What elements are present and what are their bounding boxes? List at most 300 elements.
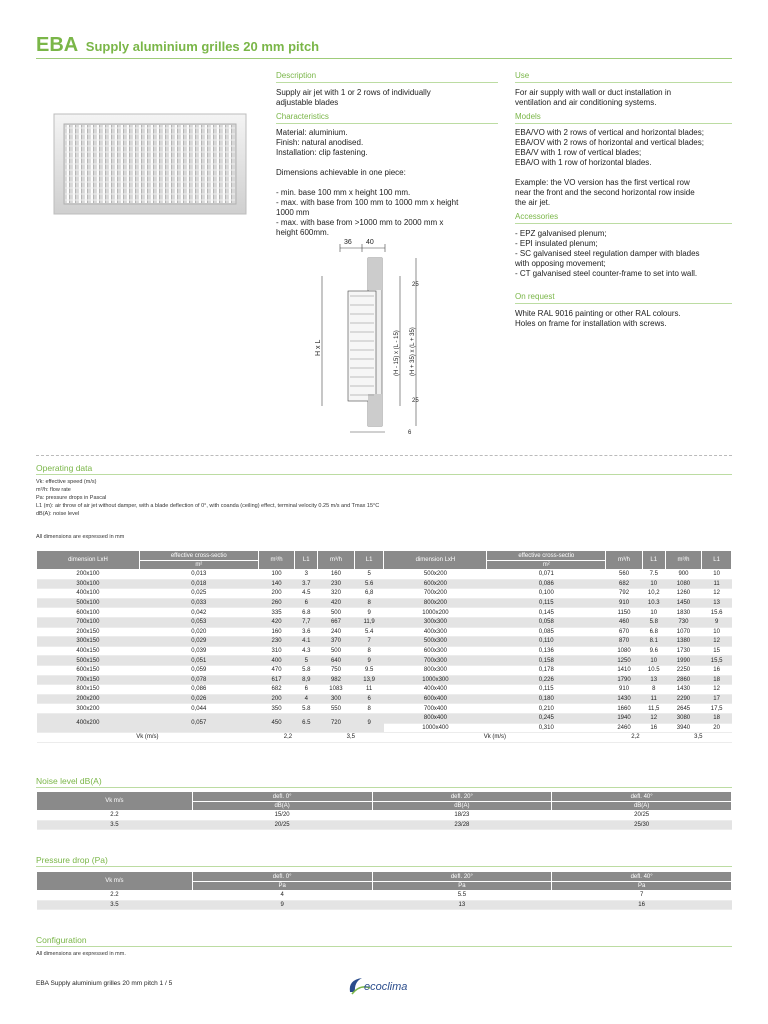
accessories-text	[515, 229, 700, 279]
table-cell: 300x200	[37, 704, 140, 714]
table-row	[37, 646, 732, 656]
table-cell: 400x100	[37, 589, 140, 599]
table-cell: 7	[354, 637, 384, 647]
table-cell: 16	[702, 665, 732, 675]
text-line: adjustable blades	[276, 98, 339, 107]
table-cell: 800x400	[384, 713, 487, 723]
table-cell: 200x200	[37, 694, 140, 704]
table-cell: 1080	[606, 646, 643, 656]
table-cell: 3940	[665, 723, 702, 733]
table-cell: 0,058	[487, 617, 606, 627]
col-header: dimension LxH	[384, 551, 487, 570]
table-cell: 500x300	[384, 637, 487, 647]
text-line: Supply air jet with 1 or 2 rows of individually	[276, 88, 431, 97]
table-cell: 1080	[665, 579, 702, 589]
text-line: - max. with base from >1000 mm to 2000 mm x	[276, 218, 444, 227]
characteristics-text	[276, 128, 458, 238]
models-heading: Models	[515, 112, 541, 121]
dim-inner: (H - 15) x (L - 15)	[394, 330, 400, 376]
table-cell: 8	[642, 685, 665, 695]
table-cell: 16	[552, 900, 732, 910]
table-cell: 720	[318, 713, 355, 732]
table-cell: 982	[318, 675, 355, 685]
table-cell: 6.8	[295, 608, 318, 618]
table-cell: 200	[258, 694, 295, 704]
description-divider	[276, 82, 498, 83]
table-cell: 1000x300	[384, 675, 487, 685]
table-cell: 23/28	[372, 820, 552, 830]
text-line: near the front and the second horizontal row inside	[515, 188, 695, 197]
table-cell: 2290	[665, 694, 702, 704]
col-header: defl. 0°	[192, 872, 372, 882]
use-text	[515, 88, 671, 108]
logo-text: ecoclima	[364, 981, 408, 993]
text-line: - SC galvanised steel regulation damper with blades	[515, 249, 700, 258]
on-request-divider	[515, 303, 732, 304]
table-cell: 420	[258, 617, 295, 627]
text-line: dB(A): noise level	[36, 511, 80, 517]
pressure-table	[36, 871, 732, 910]
table-row	[37, 685, 732, 695]
table-cell: 12	[702, 589, 732, 599]
table-cell: 0,013	[139, 570, 258, 580]
table-cell: 12	[642, 713, 665, 723]
table-cell: 6,8	[354, 589, 384, 599]
table-cell: 400x200	[37, 713, 140, 732]
table-cell: 700x400	[384, 704, 487, 714]
col-header: L1	[354, 551, 384, 570]
col-header: m³/h	[258, 551, 295, 570]
table-cell: 13	[702, 598, 732, 608]
table-cell: 17	[702, 694, 732, 704]
table-cell: 0,057	[139, 713, 258, 732]
table-cell: 15	[702, 646, 732, 656]
text-line: Material: aluminium.	[276, 128, 348, 137]
description-text	[276, 88, 431, 108]
table-cell: 0,044	[139, 704, 258, 714]
accessories-heading: Accessories	[515, 212, 559, 221]
table-cell: 400x150	[37, 646, 140, 656]
table-row	[37, 675, 732, 685]
table-cell: 0,053	[139, 617, 258, 627]
table-cell: 1150	[606, 608, 643, 618]
on-request-heading: On request	[515, 292, 555, 301]
table-cell: 800x150	[37, 685, 140, 695]
table-cell: 10,2	[642, 589, 665, 599]
table-cell: 700x200	[384, 589, 487, 599]
table-cell: 667	[318, 617, 355, 627]
text-line: Pa: pressure drops in Pascal	[36, 495, 107, 501]
table-cell: 11,5	[642, 704, 665, 714]
title-divider	[36, 58, 732, 59]
text-line: EBA/OV with 2 rows of horizontal and vertical blades;	[515, 138, 704, 147]
col-header: defl. 20°	[372, 872, 552, 882]
table-cell: 640	[318, 656, 355, 666]
table-cell: 5.6	[354, 579, 384, 589]
dim-36: 36	[344, 239, 352, 246]
table-cell: 0,178	[487, 665, 606, 675]
table-cell: 9	[354, 656, 384, 666]
table-cell: 160	[258, 627, 295, 637]
table-cell: 10	[702, 570, 732, 580]
table-row	[37, 637, 732, 647]
col-subheader: Pa	[372, 882, 552, 891]
table-cell: 750	[318, 665, 355, 675]
table-cell: 4	[295, 694, 318, 704]
table-cell: 10	[702, 627, 732, 637]
col-header: Vk m/s	[37, 792, 193, 811]
text-line: - EPI insulated plenum;	[515, 239, 598, 248]
section-separator	[36, 455, 732, 456]
table-cell: 0,042	[139, 608, 258, 618]
vk-row	[37, 733, 732, 743]
table-cell: 11	[642, 694, 665, 704]
col-header: effective cross-sectio	[487, 551, 606, 561]
dim-25-bottom: 25	[412, 398, 419, 404]
table-cell: 140	[258, 579, 295, 589]
table-cell: 10.3	[642, 598, 665, 608]
col-subheader: dB(A)	[552, 802, 732, 811]
operating-heading: Operating data	[36, 463, 93, 473]
table-cell: 15,5	[702, 656, 732, 666]
vk-value: 3,5	[665, 733, 731, 743]
vk-value: 2,2	[258, 733, 317, 743]
table-cell: 18/23	[372, 811, 552, 821]
table-cell: 600x150	[37, 665, 140, 675]
configuration-heading: Configuration	[36, 935, 87, 945]
dim-hxl: H x L	[315, 339, 322, 356]
models-text	[515, 128, 704, 208]
table-row	[37, 598, 732, 608]
table-cell: 11,9	[354, 617, 384, 627]
table-cell: 8	[354, 646, 384, 656]
table-cell: 230	[318, 579, 355, 589]
text-line	[276, 158, 458, 168]
table-cell: 600x100	[37, 608, 140, 618]
noise-divider	[36, 787, 732, 788]
col-subheader: dB(A)	[372, 802, 552, 811]
table-cell: 100	[258, 570, 295, 580]
table-cell: 2250	[665, 665, 702, 675]
table-cell: 4.3	[295, 646, 318, 656]
col-header: Vk m/s	[37, 872, 193, 891]
table-cell: 2860	[665, 675, 702, 685]
table-cell: 1830	[665, 608, 702, 618]
table-cell: 8.1	[642, 637, 665, 647]
table-cell: 2.2	[37, 891, 193, 901]
models-divider	[515, 123, 732, 124]
table-cell: 9	[354, 713, 384, 732]
table-cell: 5.8	[295, 704, 318, 714]
text-line: 1000 mm	[276, 208, 310, 217]
table-cell: 9.5	[354, 665, 384, 675]
text-line: ventilation and air conditioning systems.	[515, 98, 657, 107]
table-cell: 350	[258, 704, 295, 714]
table-cell: 15.6	[702, 608, 732, 618]
table-cell: 500x200	[384, 570, 487, 580]
text-line: m³/h: flow rate	[36, 487, 71, 493]
table-cell: 682	[606, 579, 643, 589]
text-line: with opposing movement;	[515, 259, 606, 268]
col-subheader: m²	[487, 561, 606, 570]
on-request-text	[515, 309, 681, 329]
text-line: Holes on frame for installation with screws.	[515, 319, 667, 328]
table-row	[37, 694, 732, 704]
col-header: m³/h	[665, 551, 702, 570]
text-line: EBA/VO with 2 rows of vertical and horizontal blades;	[515, 128, 704, 137]
table-cell: 420	[318, 598, 355, 608]
col-header: effective cross-sectio	[139, 551, 258, 561]
pressure-heading: Pressure drop (Pa)	[36, 855, 108, 865]
text-line: - max. with base from 100 mm to 1000 mm x height	[276, 198, 459, 207]
table-cell: 910	[606, 598, 643, 608]
table-cell: 160	[318, 570, 355, 580]
table-cell: 1250	[606, 656, 643, 666]
table-cell: 1260	[665, 589, 702, 599]
table-cell: 3080	[665, 713, 702, 723]
text-line: - EPZ galvanised plenum;	[515, 229, 607, 238]
table-cell: 240	[318, 627, 355, 637]
table-cell: 500x100	[37, 598, 140, 608]
table-cell: 0,310	[487, 723, 606, 733]
table-cell: 792	[606, 589, 643, 599]
operating-divider	[36, 474, 732, 475]
table-cell: 600x200	[384, 579, 487, 589]
table-cell: 310	[258, 646, 295, 656]
table-cell: 700x300	[384, 656, 487, 666]
operating-legend	[36, 478, 379, 518]
table-cell: 9	[354, 608, 384, 618]
vk-label: Vk (m/s)	[384, 733, 606, 743]
use-heading: Use	[515, 71, 530, 80]
table-cell: 13	[372, 900, 552, 910]
table-row	[37, 900, 732, 910]
section-drawing	[310, 236, 440, 436]
text-line: height 600mm.	[276, 228, 329, 237]
text-line: Example: the VO version has the first vertical row	[515, 178, 690, 187]
col-subheader: dB(A)	[192, 802, 372, 811]
table-cell: 25/30	[552, 820, 732, 830]
table-cell: 470	[258, 665, 295, 675]
table-row	[37, 665, 732, 675]
operating-note: All dimensions are expressed in mm	[36, 534, 125, 540]
table-cell: 4.1	[295, 637, 318, 647]
accessories-divider	[515, 223, 732, 224]
table-cell: 800x200	[384, 598, 487, 608]
col-header: defl. 20°	[372, 792, 552, 802]
table-cell: 2645	[665, 704, 702, 714]
table-cell: 400	[258, 656, 295, 666]
table-cell: 200x100	[37, 570, 140, 580]
table-cell: 3.5	[37, 820, 193, 830]
use-divider	[515, 82, 732, 83]
dim-40: 40	[366, 239, 374, 246]
dim-outer: (H + 35) x (L + 35)	[410, 327, 416, 376]
table-cell: 500x150	[37, 656, 140, 666]
configuration-divider	[36, 946, 732, 947]
table-cell: 0,051	[139, 656, 258, 666]
table-cell: 0,136	[487, 646, 606, 656]
table-cell: 11	[354, 685, 384, 695]
table-cell: 0,180	[487, 694, 606, 704]
table-cell: 6.8	[642, 627, 665, 637]
grille-photo	[52, 112, 248, 216]
table-cell: 230	[258, 637, 295, 647]
table-row	[37, 589, 732, 599]
table-cell: 12	[702, 637, 732, 647]
col-header: defl. 40°	[552, 872, 732, 882]
col-header: L1	[702, 551, 732, 570]
table-cell: 9	[192, 900, 372, 910]
col-subheader: Pa	[552, 882, 732, 891]
text-line	[276, 178, 458, 188]
table-cell: 300x300	[384, 617, 487, 627]
table-cell: 0,029	[139, 637, 258, 647]
table-cell: 8	[354, 598, 384, 608]
table-cell: 1790	[606, 675, 643, 685]
text-line: Installation: clip fastening.	[276, 148, 368, 157]
table-cell: 0,158	[487, 656, 606, 666]
table-cell: 8,9	[295, 675, 318, 685]
text-line: EBA/O with 1 row of horizontal blades.	[515, 158, 652, 167]
table-cell: 600x300	[384, 646, 487, 656]
vk-label: Vk (m/s)	[37, 733, 259, 743]
table-cell: 260	[258, 598, 295, 608]
table-cell: 0,018	[139, 579, 258, 589]
text-line: Dimensions achievable in one piece:	[276, 168, 406, 177]
table-cell: 6	[295, 685, 318, 695]
table-cell: 1083	[318, 685, 355, 695]
page-title	[36, 34, 319, 57]
table-cell: 0,026	[139, 694, 258, 704]
table-row	[37, 656, 732, 666]
table-cell: 6	[295, 598, 318, 608]
table-cell: 1450	[665, 598, 702, 608]
table-cell: 400x400	[384, 685, 487, 695]
table-cell: 6	[354, 694, 384, 704]
table-cell: 870	[606, 637, 643, 647]
table-cell: 300x100	[37, 579, 140, 589]
table-row	[37, 891, 732, 901]
table-cell: 10.5	[642, 665, 665, 675]
footer-text: EBA Supply aluminium grilles 20 mm pitch 1 / 5	[36, 980, 173, 987]
table-cell: 20/25	[192, 820, 372, 830]
table-row	[37, 820, 732, 830]
table-cell: 7	[552, 891, 732, 901]
table-cell: 0,226	[487, 675, 606, 685]
product-title: Supply aluminium grilles 20 mm pitch	[85, 39, 320, 54]
col-subheader: m²	[139, 561, 258, 570]
table-cell: 4	[192, 891, 372, 901]
table-cell: 15/20	[192, 811, 372, 821]
pressure-divider	[36, 866, 732, 867]
table-cell: 2460	[606, 723, 643, 733]
text-line: Vk: effective speed (m/s)	[36, 479, 97, 485]
table-cell: 1990	[665, 656, 702, 666]
table-cell: 0,086	[139, 685, 258, 695]
table-cell: 500	[318, 608, 355, 618]
text-line: the air jet.	[515, 198, 551, 207]
table-cell: 600x400	[384, 694, 487, 704]
noise-heading: Noise level dB(A)	[36, 776, 102, 786]
table-cell: 9	[702, 617, 732, 627]
col-header: defl. 40°	[552, 792, 732, 802]
text-line: L1 (m): air throw of air jet without damper, with a blade deflection of 0°, with coanda (ceiling) effect, terminal velocity 0.25 m/s and Tmax 15°C	[36, 503, 380, 509]
table-cell: 730	[665, 617, 702, 627]
table-cell: 18	[702, 675, 732, 685]
table-cell: 5	[295, 656, 318, 666]
table-row	[37, 704, 732, 714]
table-cell: 20	[702, 723, 732, 733]
table-cell: 560	[606, 570, 643, 580]
table-cell: 0,115	[487, 598, 606, 608]
description-heading: Description	[276, 71, 317, 80]
table-cell: 670	[606, 627, 643, 637]
table-cell: 12	[702, 685, 732, 695]
table-row	[37, 617, 732, 627]
characteristics-heading: Characteristics	[276, 112, 329, 121]
table-cell: 1380	[665, 637, 702, 647]
table-cell: 800x300	[384, 665, 487, 675]
table-cell: 0,115	[487, 685, 606, 695]
table-cell: 7,7	[295, 617, 318, 627]
col-subheader: Pa	[192, 882, 372, 891]
table-cell: 0,086	[487, 579, 606, 589]
table-cell: 0,025	[139, 589, 258, 599]
configuration-note: All dimensions are expressed in mm.	[36, 951, 126, 957]
table-cell: 1410	[606, 665, 643, 675]
noise-table	[36, 791, 732, 830]
table-cell: 200x150	[37, 627, 140, 637]
col-header: L1	[295, 551, 318, 570]
table-row	[37, 713, 732, 723]
text-line: Finish: natural anodised.	[276, 138, 364, 147]
table-cell: 2.2	[37, 811, 193, 821]
text-line: - min. base 100 mm x height 100 mm.	[276, 188, 411, 197]
table-cell: 16	[642, 723, 665, 733]
dim-25-top: 25	[412, 282, 419, 288]
text-line: - CT galvanised steel counter-frame to set into wall.	[515, 269, 698, 278]
table-cell: 0,039	[139, 646, 258, 656]
text-line	[515, 168, 704, 178]
table-cell: 450	[258, 713, 295, 732]
table-cell: 550	[318, 704, 355, 714]
table-cell: 0,059	[139, 665, 258, 675]
text-line: White RAL 9016 painting or other RAL colours.	[515, 309, 681, 318]
table-cell: 5.5	[372, 891, 552, 901]
table-cell: 900	[665, 570, 702, 580]
table-cell: 20/25	[552, 811, 732, 821]
text-line: EBA/V with 1 row of vertical blades;	[515, 148, 642, 157]
table-row	[37, 579, 732, 589]
table-cell: 200	[258, 589, 295, 599]
col-header: dimension LxH	[37, 551, 140, 570]
table-cell: 320	[318, 589, 355, 599]
vk-value: 2,2	[606, 733, 665, 743]
product-code: EBA	[36, 34, 79, 56]
table-cell: 13	[642, 675, 665, 685]
table-cell: 300x150	[37, 637, 140, 647]
table-row	[37, 570, 732, 580]
col-header: defl. 0°	[192, 792, 372, 802]
characteristics-divider	[276, 123, 498, 124]
table-cell: 5	[354, 570, 384, 580]
table-cell: 3	[295, 570, 318, 580]
table-cell: 0,100	[487, 589, 606, 599]
table-cell: 11	[702, 579, 732, 589]
table-cell: 1430	[665, 685, 702, 695]
table-cell: 1000x400	[384, 723, 487, 733]
